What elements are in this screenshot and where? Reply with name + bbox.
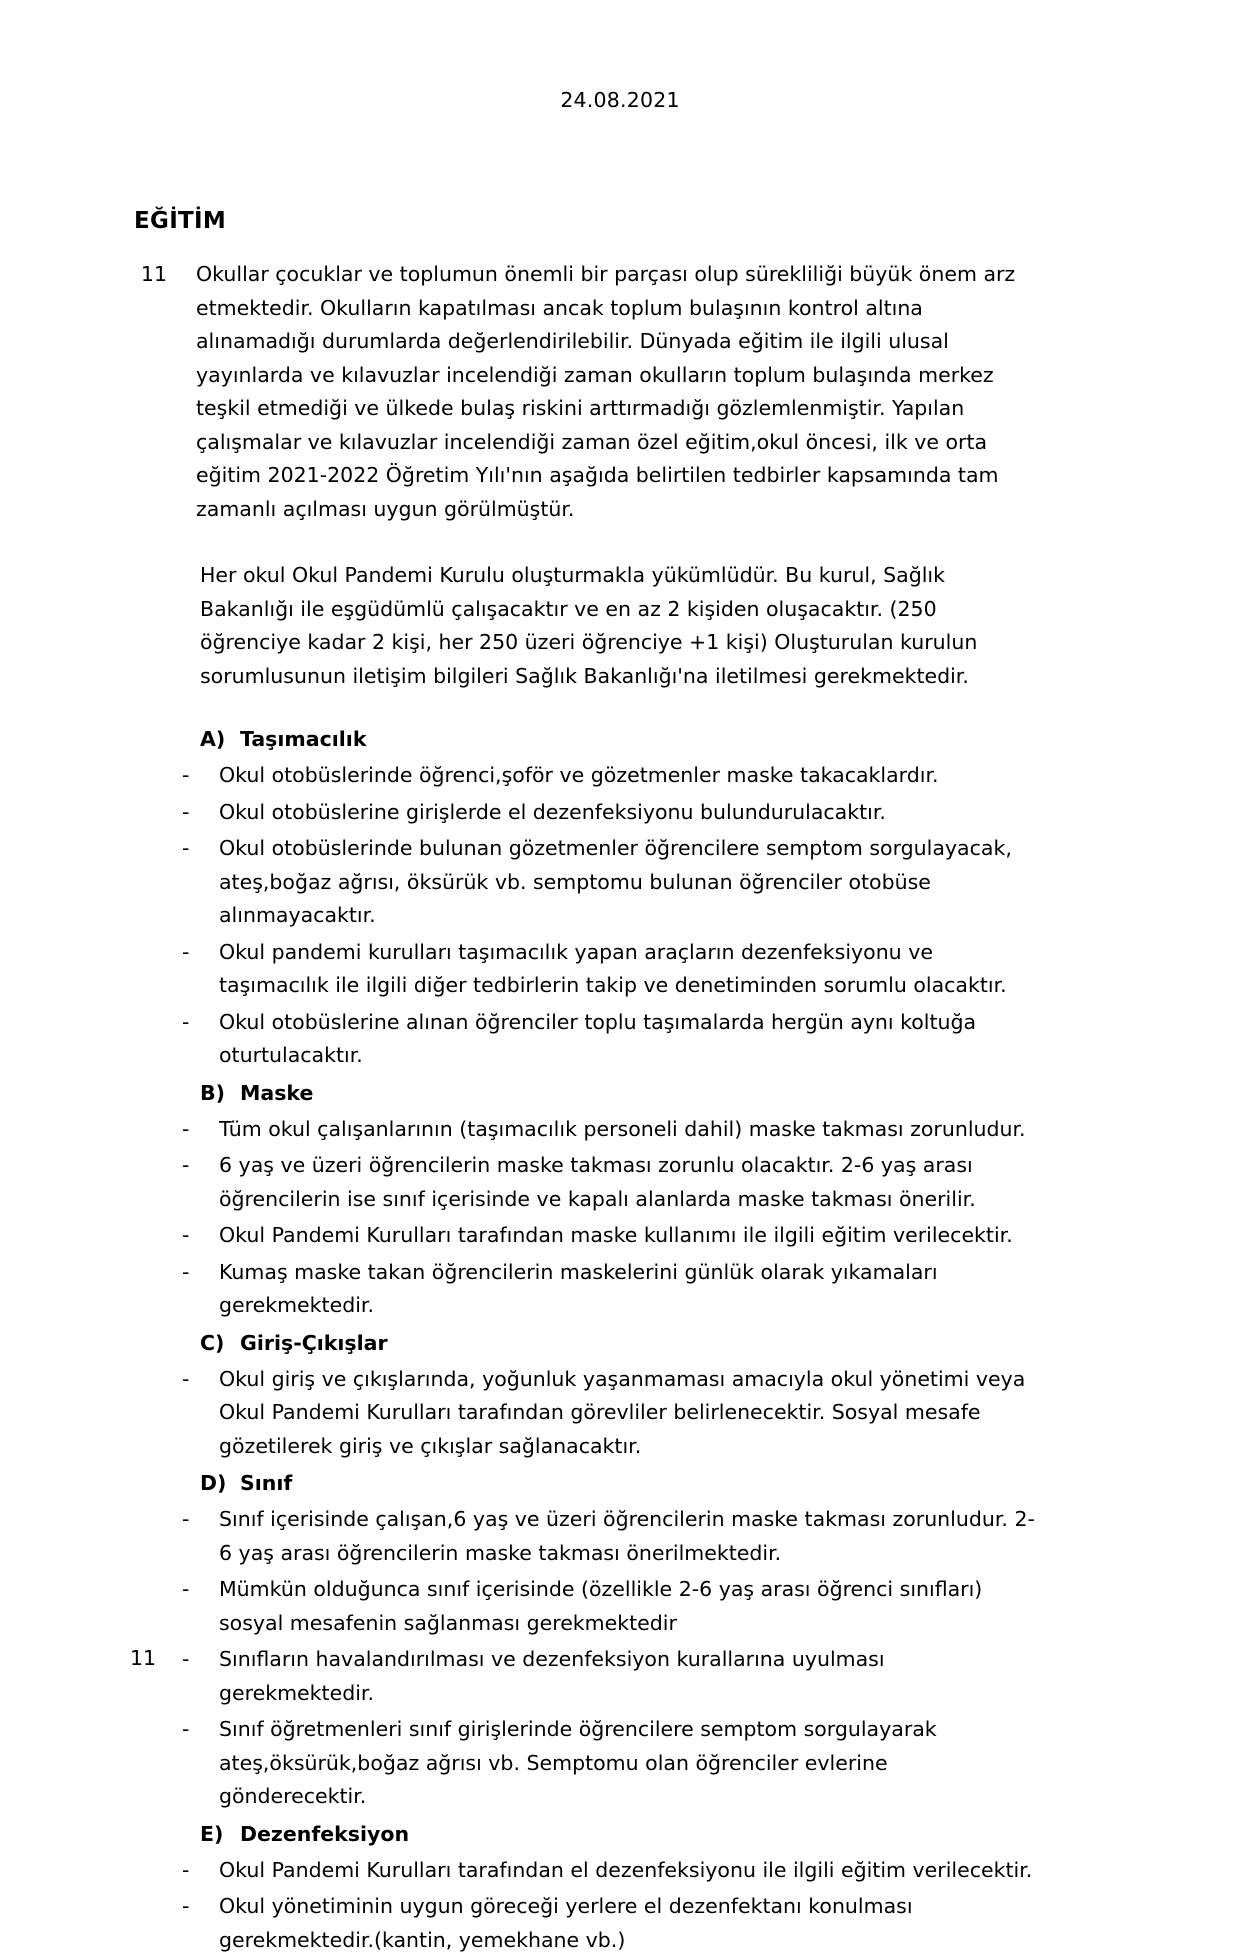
- list-item-text: Okul otobüslerinde bulunan gözetmenler öğrencilere semptom sorgulayacak, ateş,boğaz ağrısı, öksürük vb. semptomu bulunan öğrenciler otobüse alınmayacaktır.: [219, 832, 1039, 933]
- document-body: [134, 258, 1064, 1957]
- list-item-text: Okul otobüslerine girişlerde el dezenfeksiyonu bulundurulacaktır.: [219, 796, 1039, 830]
- subsection-list-d: [182, 1503, 1064, 1814]
- dash-bullet: -: [182, 936, 219, 970]
- list-item-text: Tüm okul çalışanlarının (taşımacılık personeli dahil) maske takması zorunludur.: [219, 1113, 1039, 1147]
- subsection-title-b: Maske: [240, 1077, 313, 1110]
- list-item-text: Okul pandemi kurulları taşımacılık yapan araçların dezenfeksiyonu ve taşımacılık ile ilgili diğer tedbirlerin takip ve denetiminden sorumlu olacaktır.: [219, 936, 1039, 1003]
- list-item: [182, 832, 1064, 933]
- subsection-title-e: Dezenfeksiyon: [240, 1818, 409, 1851]
- dash-bullet: -: [182, 796, 219, 830]
- subsection-heading-b: [200, 1077, 1064, 1110]
- list-item: [182, 1890, 1064, 1957]
- list-item-text: Sınıf içerisinde çalışan,6 yaş ve üzeri öğrencilerin maske takması zorunludur. 2-6 yaş arası öğrencilerin maske takması önerilmektedir.: [219, 1503, 1039, 1570]
- list-item: [182, 1854, 1064, 1888]
- dash-bullet: -: [182, 1643, 219, 1677]
- list-item-text: Okul Pandemi Kurulları tarafından maske kullanımı ile ilgili eğitim verilecektir.: [219, 1219, 1039, 1253]
- page-title: EĞİTİM: [134, 208, 226, 234]
- subsection-list-b: [182, 1113, 1064, 1323]
- dash-bullet: -: [182, 1006, 219, 1040]
- subsection-title-c: Giriş-Çıkışlar: [240, 1327, 388, 1360]
- dash-bullet: -: [182, 832, 219, 866]
- subsection-list-c: [182, 1363, 1064, 1464]
- list-item: [182, 1256, 1064, 1323]
- list-item: [182, 1363, 1064, 1464]
- list-item-text: Okul Pandemi Kurulları tarafından el dezenfeksiyonu ile ilgili eğitim verilecektir.: [219, 1854, 1039, 1888]
- numbered-paragraph: [134, 258, 1064, 526]
- dash-bullet: -: [182, 759, 219, 793]
- dash-bullet: -: [182, 1854, 219, 1888]
- dash-bullet: -: [182, 1573, 219, 1607]
- list-item-text: Okul otobüslerine alınan öğrenciler toplu taşımalarda hergün aynı koltuğa oturtulacaktır.: [219, 1006, 1039, 1073]
- subsection-title-a: Taşımacılık: [240, 723, 366, 756]
- numbered-paragraph-number: 11: [134, 258, 167, 292]
- list-item: [182, 1113, 1064, 1147]
- dash-bullet: -: [182, 1713, 219, 1747]
- document-date: 24.08.2021: [0, 88, 1240, 112]
- list-item: [182, 1713, 1064, 1814]
- list-item: [182, 1573, 1064, 1640]
- subsection-letter-b: B): [200, 1077, 240, 1110]
- subsection-letter-e: E): [200, 1818, 240, 1851]
- list-item-text: Okul otobüslerinde öğrenci,şoför ve gözetmenler maske takacaklardır.: [219, 759, 1039, 793]
- subsection-heading-a: [200, 723, 1064, 756]
- dash-bullet: -: [182, 1149, 219, 1183]
- dash-bullet: -: [182, 1219, 219, 1253]
- numbered-paragraph-text: Okullar çocuklar ve toplumun önemli bir parçası olup sürekliliği büyük önem arz etmektedir. Okulların kapatılması ancak toplum bulaşının kontrol altına alınamadığı durumlarda değerlendirilebilir. Dünyada eğitim ile ilgili ulusal yayınlarda ve kılavuzlar incelendiği zaman okulların toplum bulaşında merkez teşkil etmediği ve ülkede bulaş riskini arttırmadığı gözlemlenmiştir. Yapılan çalışmalar ve kılavuzlar incelendiği zaman özel eğitim,okul öncesi, ilk ve orta eğitim 2021-2022 Öğretim Yılı'nın aşağıda belirtilen tedbirler kapsamında tam zamanlı açılması uygun görülmüştür.: [167, 258, 1034, 526]
- subsection-list-a: [182, 759, 1064, 1073]
- list-item-text: Okul giriş ve çıkışlarında, yoğunluk yaşanmaması amacıyla okul yönetimi veya Okul Pandemi Kurulları tarafından görevliler belirlenecektir. Sosyal mesafe gözetilerek giriş ve çıkışlar sağlanacaktır.: [219, 1363, 1039, 1464]
- subsection-letter-a: A): [200, 723, 240, 756]
- subsection-list-e: [182, 1854, 1064, 1957]
- list-item: [182, 759, 1064, 793]
- subsection-letter-c: C): [200, 1327, 240, 1360]
- dash-bullet: -: [182, 1113, 219, 1147]
- list-item: [182, 1503, 1064, 1570]
- dash-bullet: -: [182, 1503, 219, 1537]
- subsection-heading-d: [200, 1467, 1064, 1500]
- list-item-text: Sınıfların havalandırılması ve dezenfeksiyon kurallarına uyulması gerekmektedir.: [219, 1643, 1039, 1710]
- dash-bullet: -: [182, 1890, 219, 1924]
- list-item: [182, 936, 1064, 1003]
- subsection-title-d: Sınıf: [240, 1467, 292, 1500]
- list-item: [182, 1643, 1064, 1710]
- list-item-text: Okul yönetiminin uygun göreceği yerlere el dezenfektanı konulması gerekmektedir.(kantin, yemekhane vb.): [219, 1890, 1039, 1957]
- subsection-heading-c: [200, 1327, 1064, 1360]
- subsection-letter-d: D): [200, 1467, 240, 1500]
- dash-bullet: -: [182, 1363, 219, 1397]
- list-item-text: Sınıf öğretmenleri sınıf girişlerinde öğrencilere semptom sorgulayarak ateş,öksürük,boğaz ağrısı vb. Semptomu olan öğrenciler evlerine gönderecektir.: [219, 1713, 1039, 1814]
- list-item: [182, 796, 1064, 830]
- list-item-text: 6 yaş ve üzeri öğrencilerin maske takması zorunlu olacaktır. 2-6 yaş arası öğrencilerin ise sınıf içerisinde ve kapalı alanlarda maske takması önerilir.: [219, 1149, 1039, 1216]
- page-number: 11: [130, 1646, 156, 1670]
- intro-paragraph: Her okul Okul Pandemi Kurulu oluşturmakla yükümlüdür. Bu kurul, Sağlık Bakanlığı ile eşgüdümlü çalışacaktır ve en az 2 kişiden oluşacaktır. (250 öğrenciye kadar 2 kişi, her 250 üzeri öğrenciye +1 kişi) Oluşturulan kurulun sorumlusunun iletişim bilgileri Sağlık Bakanlığı'na iletilmesi gerekmektedir.: [200, 559, 1030, 693]
- subsection-heading-e: [200, 1818, 1064, 1851]
- list-item-text: Mümkün olduğunca sınıf içerisinde (özellikle 2-6 yaş arası öğrenci sınıfları) sosyal mesafenin sağlanması gerekmektedir: [219, 1573, 1039, 1640]
- list-item: [182, 1219, 1064, 1253]
- list-item: [182, 1149, 1064, 1216]
- list-item-text: Kumaş maske takan öğrencilerin maskelerini günlük olarak yıkamaları gerekmektedir.: [219, 1256, 1039, 1323]
- list-item: [182, 1006, 1064, 1073]
- dash-bullet: -: [182, 1256, 219, 1290]
